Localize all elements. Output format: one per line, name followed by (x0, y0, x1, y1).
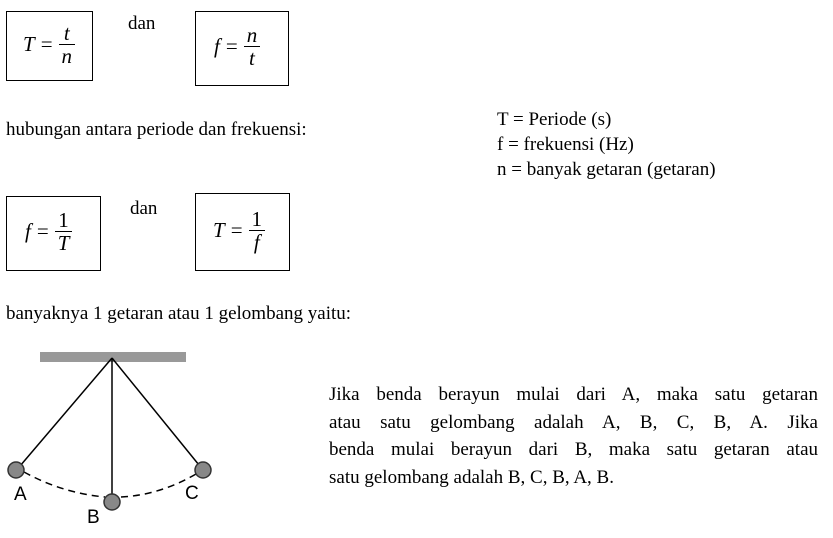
fraction-numerator: t (63, 21, 70, 45)
formula-fraction (55, 209, 73, 254)
formula-box-period-inverse (195, 193, 290, 271)
vibration-heading: banyaknya 1 getaran atau 1 gelombang yaitu: (6, 303, 352, 324)
swing-arc (24, 472, 196, 497)
explanation-line-4: satu gelombang adalah B, C, B, A, B. (329, 466, 614, 488)
fraction-denominator: t (249, 46, 255, 70)
formula-equals: = (36, 219, 49, 243)
pendulum-string-c (112, 358, 199, 465)
formula-lhs: f (25, 219, 31, 243)
legend-item-period: T = Periode (s) (497, 109, 612, 130)
pendulum-diagram (0, 340, 240, 538)
explanation-line-3: benda mulai berayun dari B, maka satu getaran atau (329, 439, 818, 460)
pendulum-string-a (20, 358, 112, 466)
formula-fraction (249, 208, 266, 253)
formula-box-period (6, 11, 93, 81)
formula-box-frequency (195, 11, 289, 86)
connector-dan-2: dan (130, 198, 158, 219)
formula-fraction (244, 24, 261, 69)
label-a: A (14, 484, 27, 505)
formula-equals: = (40, 32, 53, 56)
variable-legend (497, 107, 716, 182)
explanation-paragraph (329, 381, 818, 491)
formula-equals: = (230, 218, 243, 242)
fraction-numerator: 1 (251, 207, 263, 231)
pendulum-bob-a (8, 462, 24, 478)
pendulum-bob-b (104, 494, 120, 510)
explanation-line-1: Jika benda berayun mulai dari A, maka satu getaran (329, 384, 818, 405)
explanation-line-2: atau satu gelombang adalah A, B, C, B, A. Jika (329, 411, 818, 433)
fraction-denominator: f (253, 230, 260, 254)
pendulum-support-bar (40, 352, 186, 362)
legend-item-frequency: f = frekuensi (Hz) (497, 134, 634, 155)
fraction-denominator: n (61, 44, 73, 68)
fraction-numerator: n (246, 23, 258, 47)
legend-item-count: n = banyak getaran (getaran) (497, 159, 716, 180)
label-c: C (185, 483, 199, 504)
relation-heading: hubungan antara periode dan frekuensi: (6, 119, 307, 140)
formula-lhs: T (213, 218, 225, 242)
formula-fraction (59, 22, 76, 67)
connector-dan-1: dan (128, 13, 156, 34)
formula-lhs: f (214, 34, 220, 58)
fraction-denominator: T (57, 231, 70, 255)
pendulum-bob-c (195, 462, 211, 478)
fraction-numerator: 1 (58, 208, 69, 232)
label-b: B (87, 507, 100, 528)
formula-equals: = (225, 34, 238, 58)
formula-lhs: T (23, 32, 35, 56)
formula-box-frequency-inverse (6, 196, 101, 271)
